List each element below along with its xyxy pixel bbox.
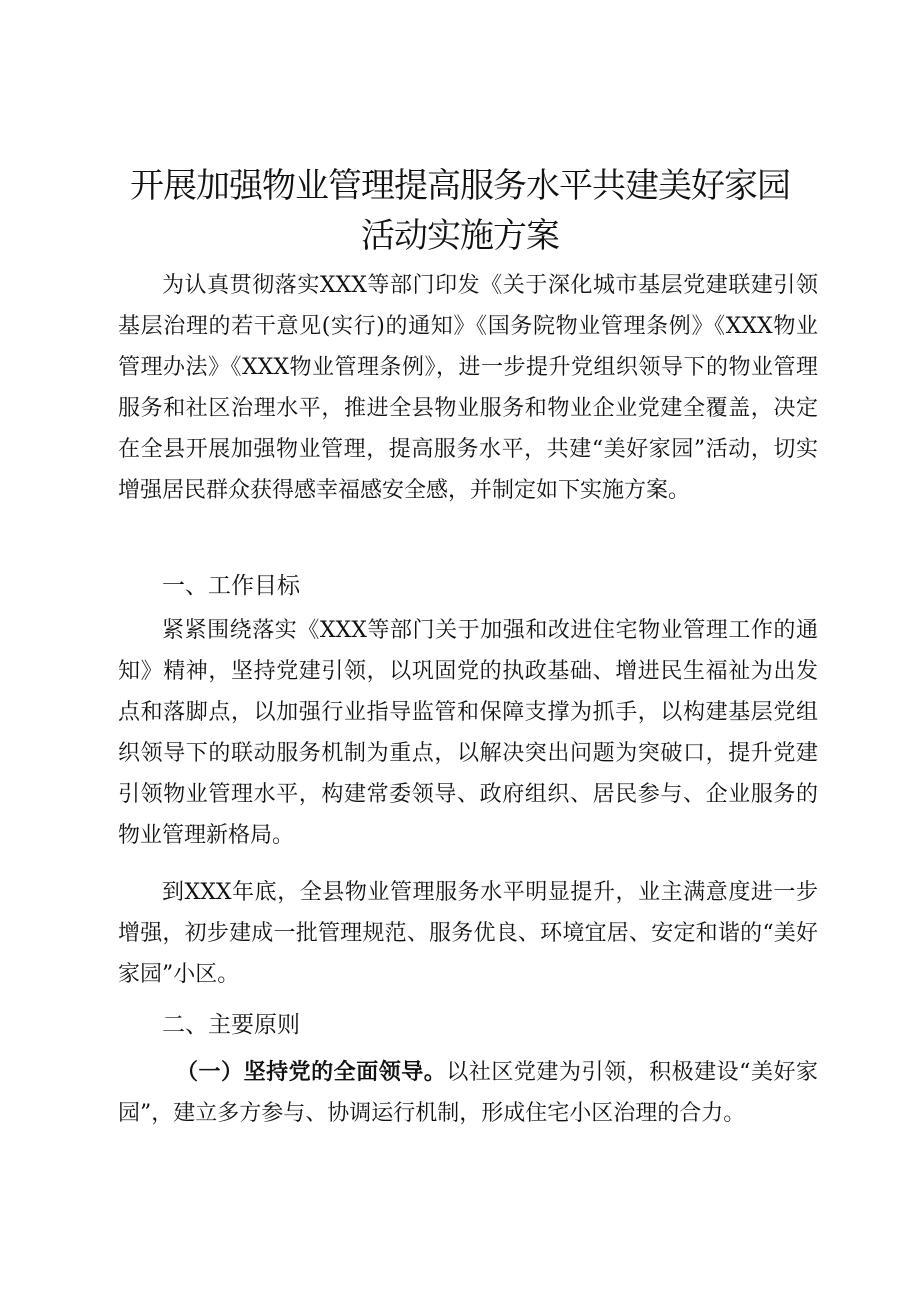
intro-paragraph: 为认真贯彻落实XXX等部门印发《关于深化城市基层党建联建引领基层治理的若干意见(实行)的通知》《国务院物业管理条例》《XXX物业管理办法》《XXX物业管理条例》，进一步提升党组织领导下的物业管理服务和社区治理水平，推进全县物业服务和物业企业党建全覆盖，决定在全县开展加强物业管理，提高服务水平，共建“美好家园”活动，切实增强居民群众获得感幸福感安全感，并制定如下实施方案。: [118, 273, 818, 503]
section-heading-main-principles: 二、主要原则: [162, 1012, 300, 1038]
work-goals-paragraph: 紧紧围绕落实《XXX等部门关于加强和改进住宅物业管理工作的通知》精神，坚持党建引领，以巩固党的执政基础、增进民生福祉为出发点和落脚点，以加强行业指导监管和保障支撑为抓手，以构建基层党组织领导下的联动服务机制为重点，以解决突出问题为突破口，提升党建引领物业管理水平，构建常委领导、政府组织、居民参与、企业服务的物业管理新格局。: [118, 618, 818, 848]
target-year-paragraph: 到XXX年底，全县物业管理服务水平明显提升，业主满意度进一步增强，初步建成一批管理规范、服务优良、环境宜居、安定和谐的“美好家园”小区。: [118, 880, 818, 987]
document-title-line-2: 活动实施方案: [361, 216, 559, 256]
principle-1-lead: （一）坚持党的全面领导。: [176, 1060, 447, 1085]
principle-1-text: 以社区党建为引领，积极建设“美好家园”，建立多方参与、协调运行机制，形成住宅小区治理的合力。: [118, 1060, 818, 1126]
section-heading-work-goals: 一、工作目标: [162, 573, 300, 599]
document-title-line-1: 开展加强物业管理提高服务水平共建美好家园: [130, 166, 790, 206]
principle-1-paragraph: [118, 1052, 818, 1134]
